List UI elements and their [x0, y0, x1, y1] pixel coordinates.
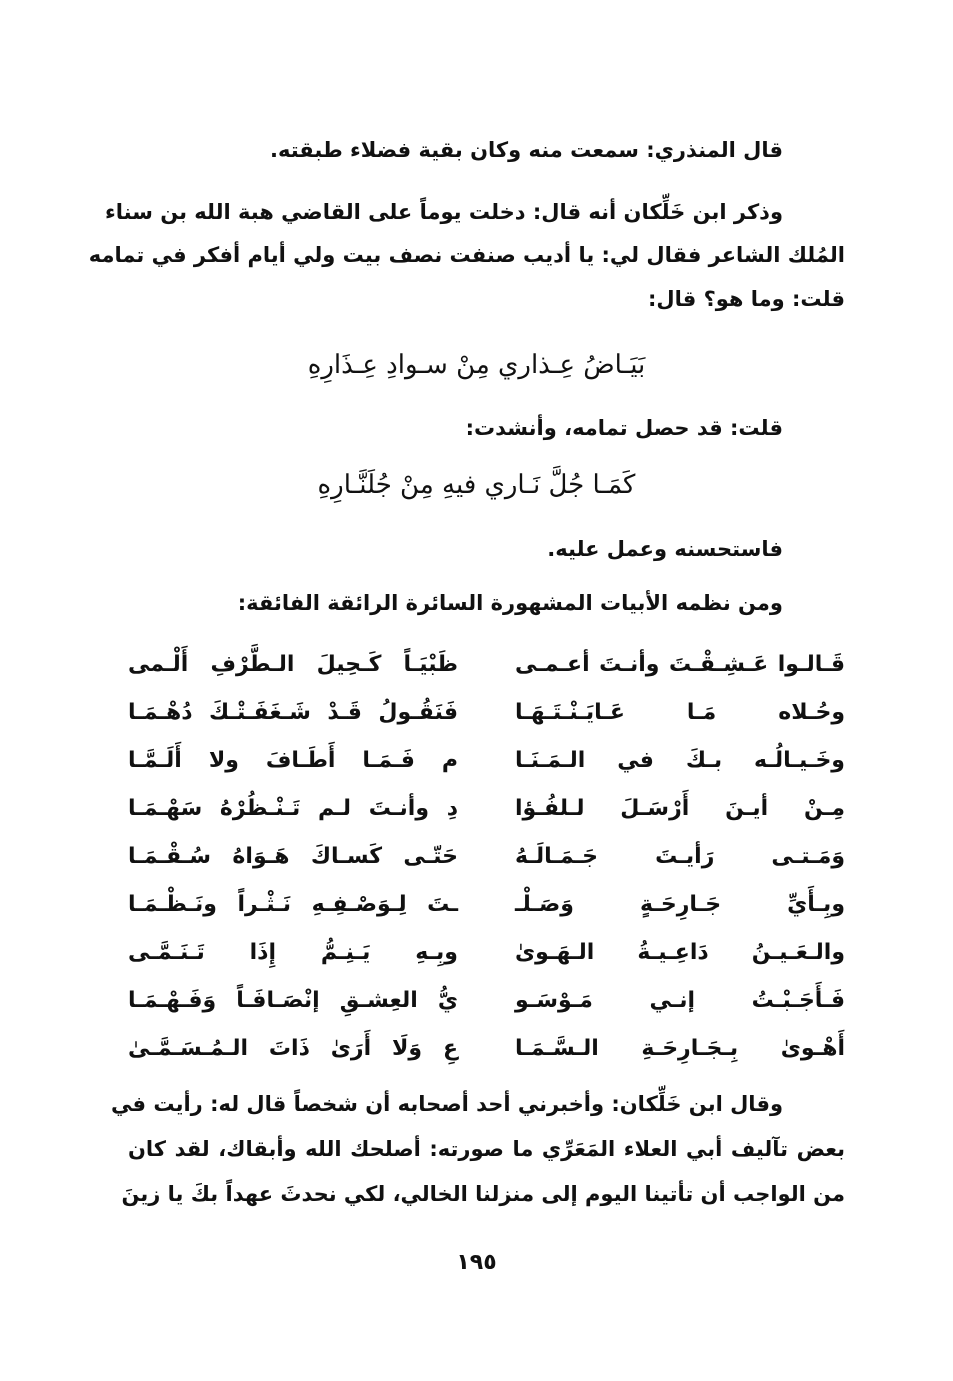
paragraph-line: قلت: قد حصل تمامه، وأنشدت:	[465, 416, 783, 440]
poem-row	[128, 789, 845, 829]
poem-hemistich-right: أَهْـوىٰ بِـجَـارِحَـةِ الـسَّـمَـا	[515, 1036, 845, 1061]
poem-hemistich-left: فَنَقُـولُ قَـدْ شَـغَفَـتْـكَ دُهْـمَـا	[128, 700, 458, 725]
verse-line: بَيَـاضُ عِـذاري مِنْ سـوادِ عِـذَارِهِ	[307, 350, 646, 380]
poem-hemistich-right: وخَـيـالُـه بـكَ في الـمَـنَـا	[515, 748, 845, 773]
poem-row	[128, 885, 845, 925]
poem-hemistich-left: ظَبْيَـاً كَـحِيلَ الـطَّرْفِ أَلْـمى	[128, 652, 458, 677]
poem-hemistich-left: يُّ العِشـقِ إنْصَـافَـاً وَفَـهْـمَـا	[128, 988, 458, 1013]
paragraph-line: فاستحسنه وعمل عليه.	[547, 537, 783, 561]
poem-hemistich-right: فَـأَجَـبْـتُ إنـي مَـوْسَـو	[515, 988, 845, 1013]
poem-hemistich-left: م فَـمَـا أَطَـافَ ولا أَلَـمَّـا	[128, 748, 458, 773]
poem-hemistich-right: والـعَـيـنُ دَاعِـيـةُ الـهَـوىٰ	[515, 940, 845, 965]
poem-row	[128, 693, 845, 733]
poem-row	[128, 981, 845, 1021]
poem-hemistich-right: وحُـلاه مَـا عَـايَـنْـتَـهَـا	[515, 700, 845, 725]
poem-row	[128, 741, 845, 781]
poem-row	[128, 933, 845, 973]
poem-hemistich-left: دِ وأنـتَ لـم تَـنْـظُرْهُ سَهْـمَـا	[128, 796, 458, 821]
poem-hemistich-right: وَمَـتـى رَأيـتَ جَـمَـالَـهُ	[515, 844, 845, 869]
poem-hemistich-left: وبِـهِ يَـنِـمُّ إِذَا تَـنَـمَّـى	[128, 940, 458, 965]
poem-hemistich-left: ـتَ لِـوَصْـفِـهِ نَـثْـراً ونَـظْـمَـا	[128, 892, 458, 917]
paragraph-line: المُلك الشاعر فقال لي: يا أديب صنفت نصف بيت ولي أيام أفكر في تمامه	[88, 243, 845, 267]
paragraph-line: من الواجب أن تأتينا اليوم إلى منزلنا الخالي، لكي نحدثَ عهداً بكَ يا زينَ	[121, 1182, 845, 1206]
paragraph-line: وقال ابن خَلِّكان: وأخبرني أحد أصحابه أن شخصاً قال له: رأيت في	[111, 1092, 783, 1116]
paragraph-line: ومن نظمه الأبيات المشهورة السائرة الرائقة الفائقة:	[237, 591, 783, 615]
poem-hemistich-right: وبِـأَيِّ جَـارِحَـةٍ وَصَـلْـ	[515, 892, 845, 917]
paragraph-line: وذكر ابن خَلِّكان أنه قال: دخلت يوماً على القاضي هبة الله بن سناء	[105, 200, 783, 224]
poem-row	[128, 837, 845, 877]
poem-hemistich-left: عِ وَلَا أَرَىٰ ذَاتَ الـمُـسَـمَّـىٰ	[128, 1036, 458, 1061]
poem-row	[128, 1029, 845, 1069]
paragraph-line: بعض تآليف أبي العلاء المَعَرِّي ما صورته: أصلحك الله وأبقاك، لقد كان	[128, 1137, 845, 1161]
poem-hemistich-left: حَتّـى كَسـاكَ هَـوَاهُ سُـقْـمَـا	[128, 844, 458, 869]
verse-line: كَمَـا جُلَّ نَـاري فيهِ مِنْ جُلَنَّـارِهِ	[317, 470, 636, 500]
paragraph-line: قلت: وما هو؟ قال:	[648, 287, 845, 311]
poem-hemistich-right: قَـالـوا عَـشِـقْـتَ وأنـتَ أعـمـى	[515, 652, 845, 677]
paragraph-line: قال المنذري: سمعت منه وكان بقية فضلاء طبقته.	[269, 138, 783, 162]
poem-hemistich-right: مِـنْ أيـنَ أَرْسَـلَ لـلفُـؤا	[515, 796, 845, 821]
page-number: ١٩٥	[456, 1250, 497, 1275]
poem-row	[128, 645, 845, 685]
